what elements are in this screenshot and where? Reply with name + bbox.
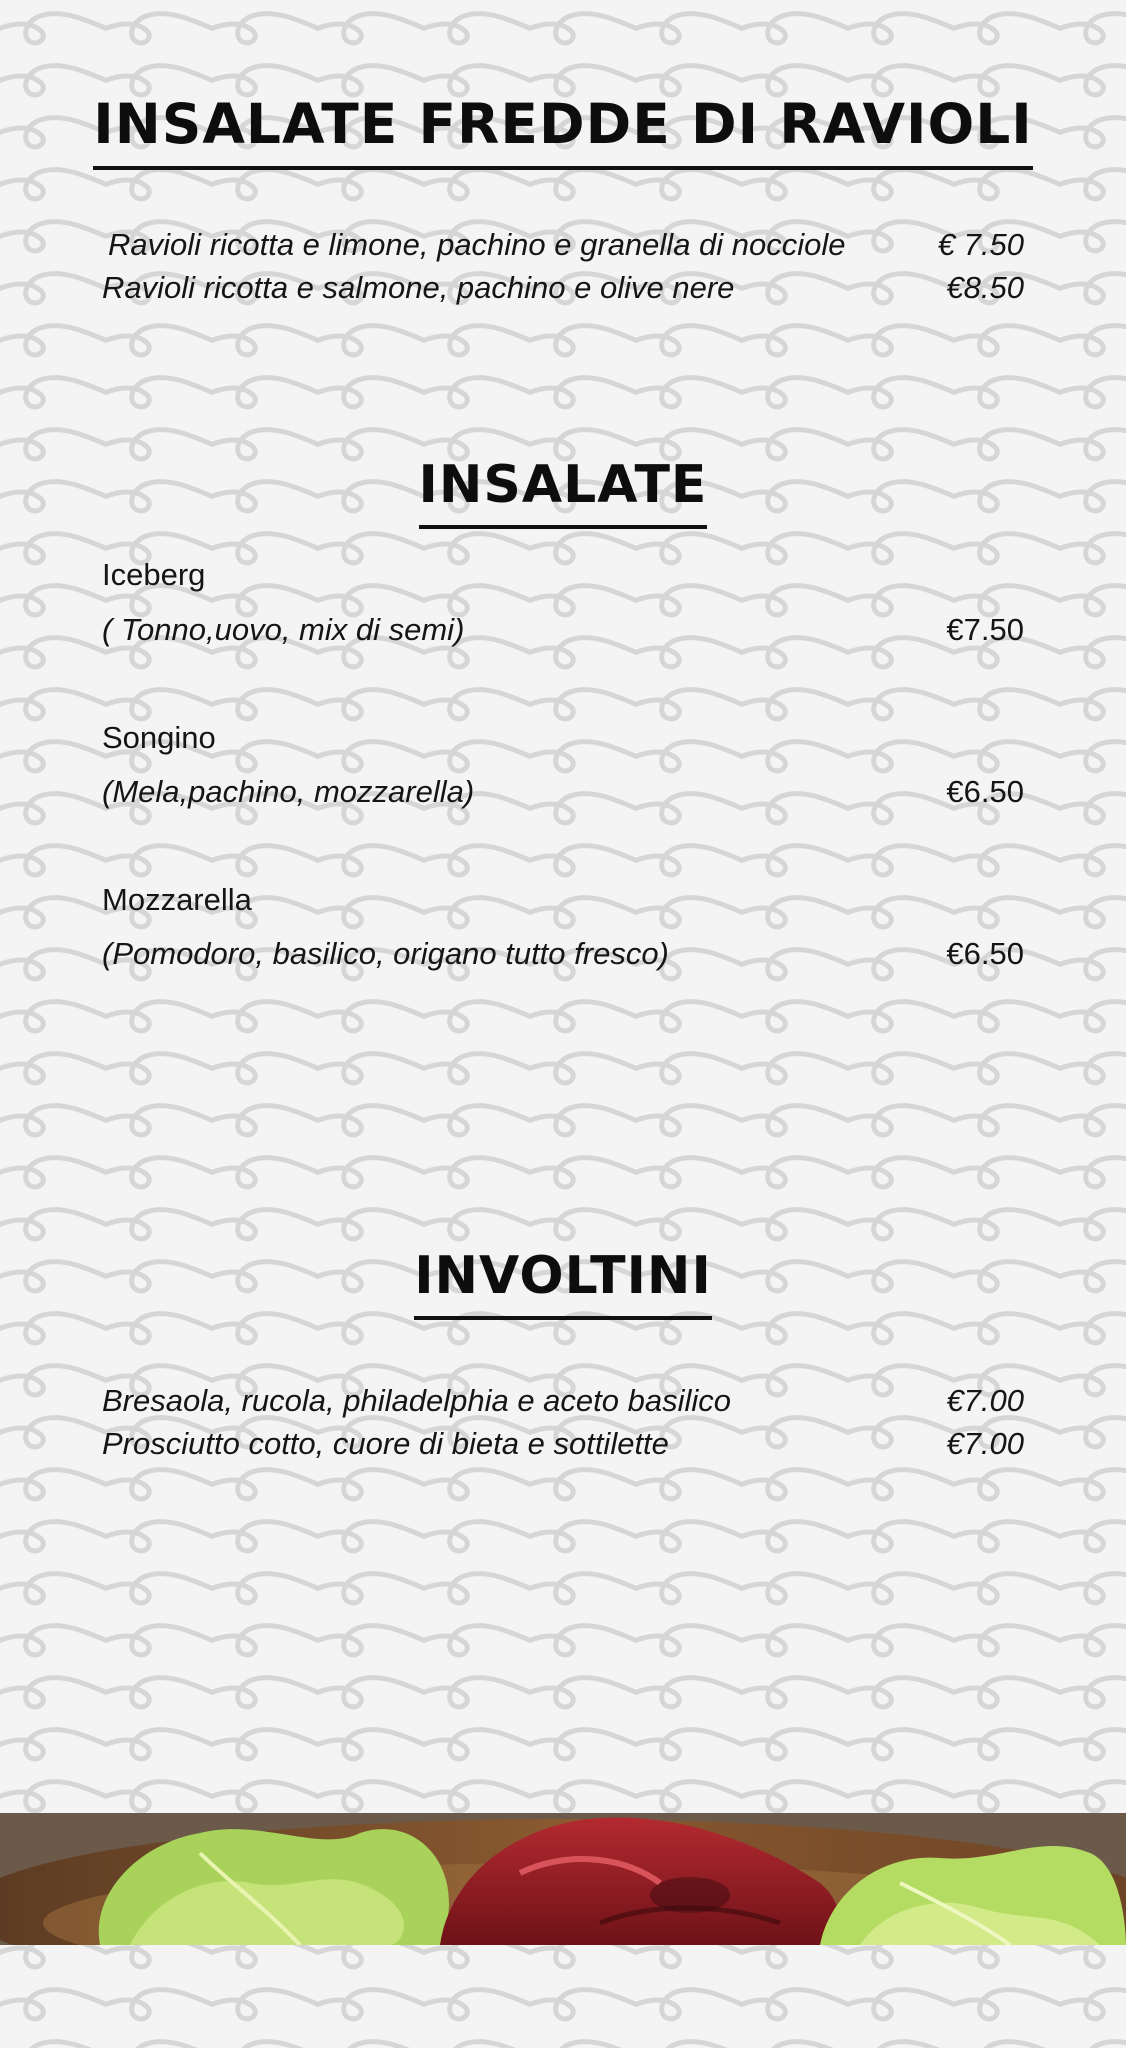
item-name-mozzarella: Mozzarella: [102, 882, 252, 917]
section-title-involtini: INVOLTINI: [0, 1246, 1126, 1320]
item-price: €6.50: [946, 936, 1024, 971]
menu-item-ravioli-salmone: [102, 268, 1024, 308]
item-price: €6.50: [946, 774, 1024, 809]
menu-item-ravioli-limone: [102, 225, 1024, 265]
item-price: €8.50: [946, 270, 1024, 305]
item-name-songino: Songino: [102, 720, 216, 755]
section-title-insalate: INSALATE: [0, 455, 1126, 529]
food-photo-banner: [0, 1813, 1126, 1945]
menu-item-prosciutto: [102, 1424, 1024, 1464]
item-description: (Mela,pachino, mozzarella): [102, 774, 475, 809]
menu-item-songino: [102, 772, 1024, 812]
item-description: Prosciutto cotto, cuore di bieta e sottilette: [102, 1426, 669, 1461]
item-description: Ravioli ricotta e salmone, pachino e olive nere: [102, 270, 735, 305]
menu-item-mozzarella: [102, 934, 1024, 974]
item-price: € 7.50: [937, 227, 1024, 262]
item-description: ( Tonno,uovo, mix di semi): [102, 612, 465, 647]
salad-bresaola-illustration: [0, 1813, 1126, 1945]
menu-item-iceberg: [102, 610, 1024, 650]
item-description: (Pomodoro, basilico, origano tutto fresco): [102, 936, 669, 971]
item-price: €7.00: [946, 1426, 1024, 1461]
item-description: Ravioli ricotta e limone, pachino e granella di nocciole: [108, 227, 846, 262]
menu-item-bresaola: [102, 1381, 1024, 1421]
section-title-ravioli: INSALATE FREDDE DI RAVIOLI: [0, 92, 1126, 170]
item-name-iceberg: Iceberg: [102, 557, 206, 592]
item-price: €7.50: [946, 612, 1024, 647]
item-description: Bresaola, rucola, philadelphia e aceto basilico: [102, 1383, 732, 1418]
item-price: €7.00: [946, 1383, 1024, 1418]
